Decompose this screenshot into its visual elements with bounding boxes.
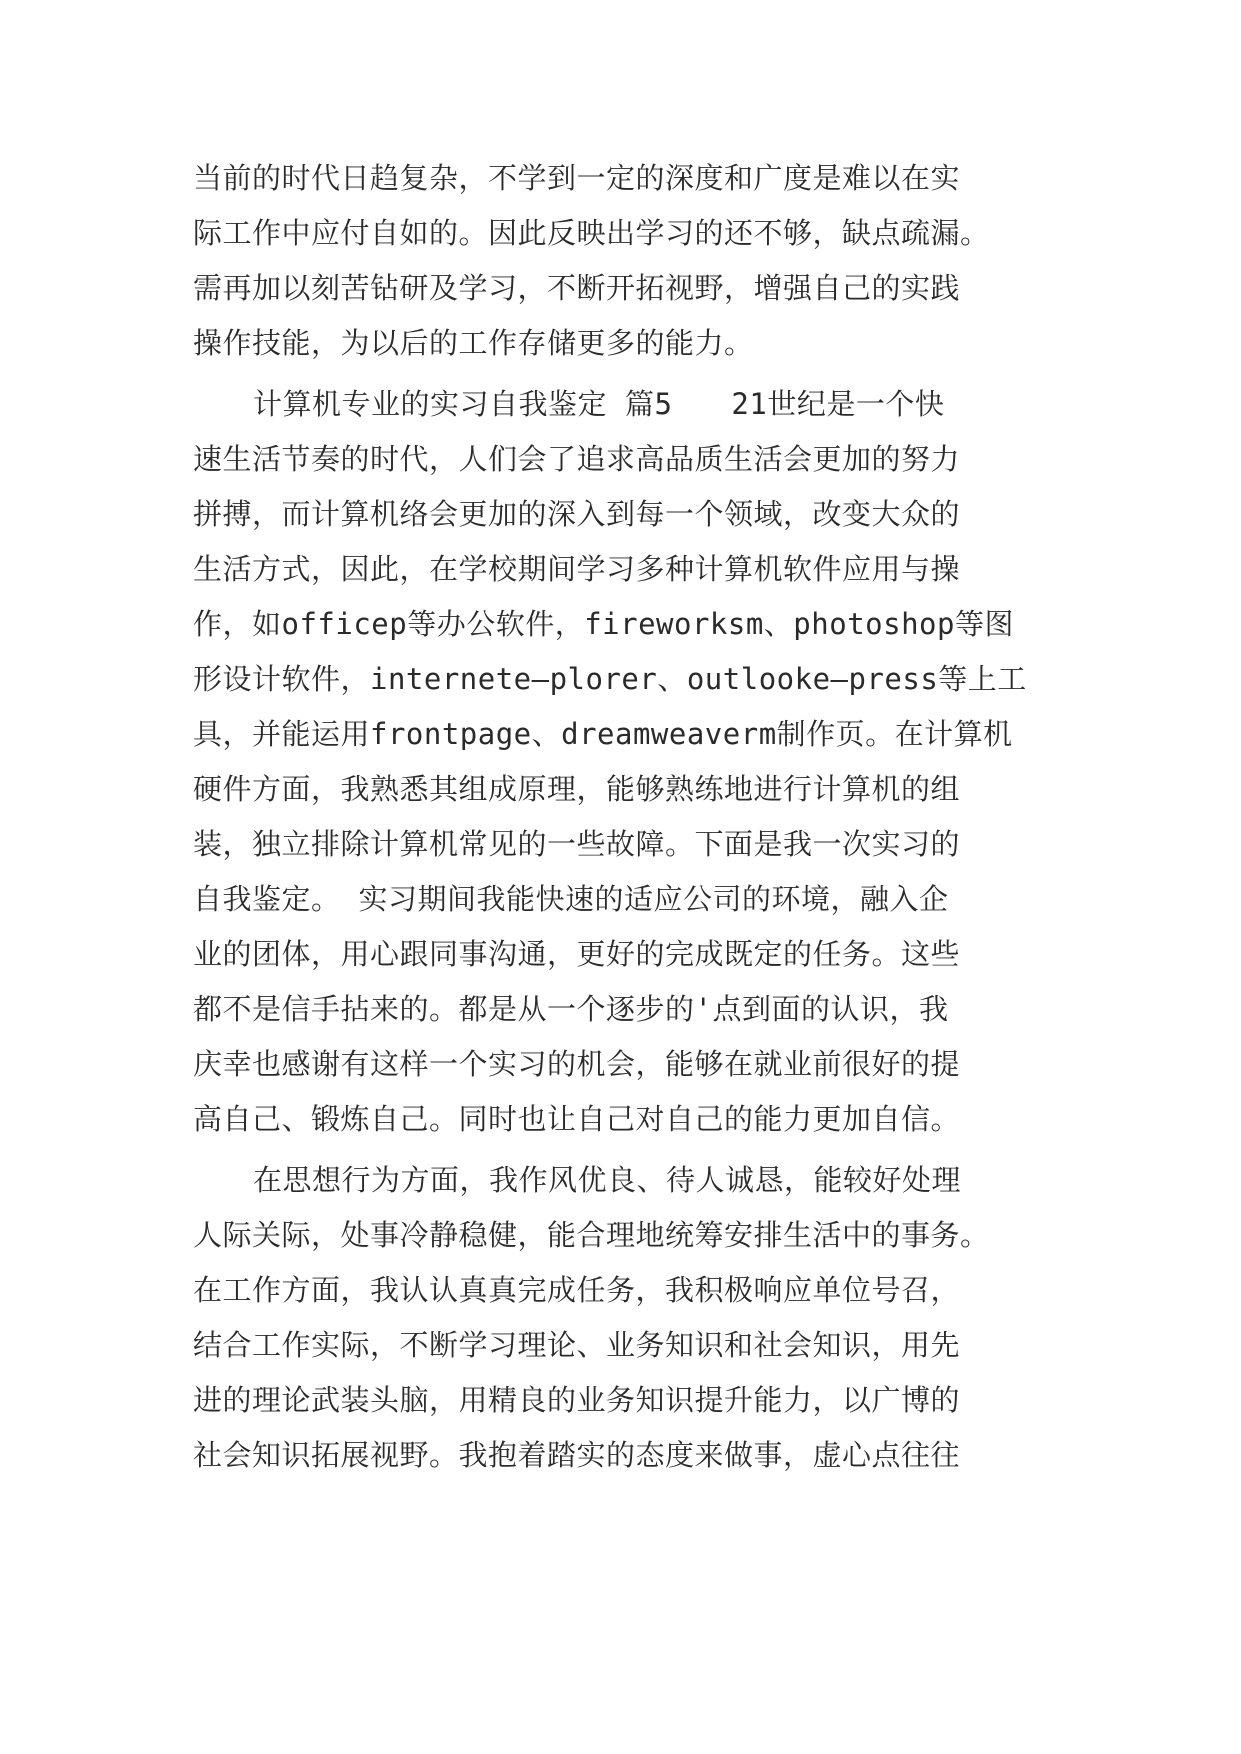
- text-line: 作，如officep等办公软件，fireworksm、photoshop等图: [193, 607, 1014, 641]
- section-heading-line: 计算机专业的实习自我鉴定 篇5 21世纪是一个快: [253, 387, 945, 421]
- text-line: 形设计软件，internete—plorer、outlooke—press等上工: [193, 662, 1027, 696]
- text-line: 自我鉴定。 实习期间我能快速的适应公司的环境，融入企: [193, 882, 949, 916]
- text-line: 高自己、锻炼自己。同时也让自己对自己的能力更加自信。: [193, 1102, 961, 1136]
- text-line: 在工作方面，我认认真真完成任务，我积极响应单位号召，: [193, 1273, 961, 1307]
- text-line: 进的理论武装头脑，用精良的业务知识提升能力，以广博的: [193, 1383, 961, 1417]
- text-line: 拼搏，而计算机络会更加的深入到每一个领域，改变大众的: [193, 497, 961, 531]
- text-line: 装，独立排除计算机常见的一些故障。下面是我一次实习的: [193, 827, 961, 861]
- text-line: 当前的时代日趋复杂，不学到一定的深度和广度是难以在实: [193, 161, 961, 195]
- text-line: 需再加以刻苦钻研及学习，不断开拓视野，增强自己的实践: [193, 271, 961, 305]
- text-line: 社会知识拓展视野。我抱着踏实的态度来做事，虚心点往往: [193, 1438, 961, 1472]
- text-line: 硬件方面，我熟悉其组成原理，能够熟练地进行计算机的组: [193, 772, 961, 806]
- text-line: 人际关际，处事冷静稳健，能合理地统筹安排生活中的事务。: [193, 1218, 990, 1252]
- text-line: 操作技能，为以后的工作存储更多的能力。: [193, 326, 754, 360]
- text-line: 际工作中应付自如的。因此反映出学习的还不够，缺点疏漏。: [193, 216, 990, 250]
- text-line: 都不是信手拈来的。都是从一个逐步的'点到面的认识，我: [193, 992, 949, 1026]
- text-line: 庆幸也感谢有这样一个实习的机会，能够在就业前很好的提: [193, 1047, 961, 1081]
- text-line: 结合工作实际，不断学习理论、业务知识和社会知识，用先: [193, 1328, 961, 1362]
- text-line: 具，并能运用frontpage、dreamweaverm制作页。在计算机: [193, 717, 1013, 751]
- paragraph-start-line: 在思想行为方面，我作风优良、待人诚恳，能较好处理: [253, 1163, 962, 1197]
- text-line: 速生活节奏的时代，人们会了追求高品质生活会更加的努力: [193, 442, 961, 476]
- text-line: 业的团体，用心跟同事沟通，更好的完成既定的任务。这些: [193, 937, 961, 971]
- text-line: 生活方式，因此，在学校期间学习多种计算机软件应用与操: [193, 552, 961, 586]
